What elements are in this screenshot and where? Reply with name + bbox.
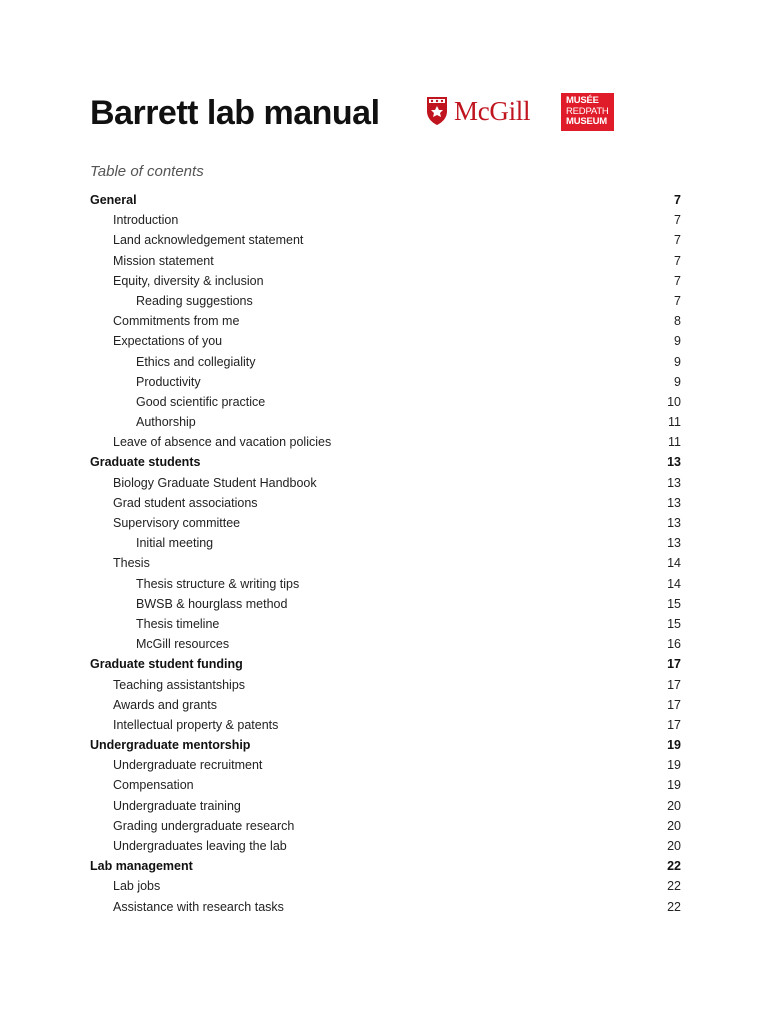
toc-entry[interactable] — [90, 799, 681, 819]
toc-entry-page-number: 7 — [674, 233, 681, 248]
toc-entry-label: Expectations of you — [113, 334, 223, 349]
toc-entry-label: Commitments from me — [113, 314, 240, 329]
toc-entry-page-number: 13 — [667, 475, 681, 490]
toc-entry-page-number: 20 — [667, 818, 681, 833]
toc-entry-page-number: 17 — [667, 677, 681, 692]
toc-entry-page-number: 22 — [667, 899, 681, 914]
toc-entry[interactable] — [90, 395, 681, 415]
toc-entry-label: Biology Graduate Student Handbook — [113, 475, 317, 490]
toc-entry-label: McGill resources — [136, 637, 230, 652]
toc-entry-label: Equity, diversity & inclusion — [113, 273, 264, 288]
toc-entry-page-number: 17 — [667, 697, 681, 712]
toc-entry-page-number: 11 — [668, 435, 681, 450]
mcgill-crest-icon — [426, 96, 448, 126]
toc-entry[interactable] — [90, 678, 681, 698]
toc-entry-label: Graduate students — [90, 455, 201, 470]
toc-entry[interactable] — [90, 617, 681, 637]
toc-entry[interactable] — [90, 819, 681, 839]
toc-entry-page-number: 20 — [667, 839, 681, 853]
toc-entry-label: Teaching assistantships — [113, 677, 246, 692]
toc-entry-label: Thesis structure & writing tips — [136, 576, 300, 591]
toc-entry-label: Productivity — [136, 374, 201, 389]
toc-entry-page-number: 22 — [667, 859, 681, 874]
toc-entry-label: Introduction — [113, 213, 179, 228]
toc-entry[interactable] — [90, 375, 681, 395]
toc-entry-page-number: 11 — [668, 415, 681, 430]
toc-entry[interactable] — [90, 637, 681, 657]
toc-entry[interactable] — [90, 718, 681, 738]
mcgill-wordmark: McGill — [454, 95, 531, 126]
redpath-museum-logo — [561, 93, 614, 131]
toc-entry-page-number: 9 — [674, 334, 681, 349]
toc-entry[interactable] — [90, 900, 681, 920]
toc-entry-label: Intellectual property & patents — [113, 717, 279, 732]
toc-entry[interactable] — [90, 496, 681, 516]
toc-entry-label: Assistance with research tasks — [113, 899, 284, 914]
museum-logo-line: MUSEUM — [566, 116, 608, 127]
toc-entry[interactable] — [90, 698, 681, 718]
toc-entry-label: General — [90, 193, 137, 207]
toc-section[interactable] — [90, 738, 681, 758]
toc-entry-page-number: 22 — [667, 879, 681, 894]
page-title: Barrett lab manual — [90, 94, 380, 132]
toc-entry[interactable] — [90, 577, 681, 597]
toc-entry[interactable] — [90, 476, 681, 496]
toc-entry-label: Thesis — [113, 556, 150, 571]
toc-entry[interactable] — [90, 758, 681, 778]
toc-entry-label: Initial meeting — [136, 536, 214, 551]
toc-entry-label: Undergraduate recruitment — [113, 758, 263, 773]
toc-entry-label: Leave of absence and vacation policies — [113, 435, 332, 450]
toc-section[interactable] — [90, 657, 681, 677]
toc-entry-label: Thesis timeline — [136, 616, 220, 631]
toc-entry-label: Lab jobs — [113, 879, 161, 894]
table-of-contents — [90, 193, 681, 920]
toc-entry-label: Undergraduate training — [113, 798, 241, 813]
museum-logo-line: REDPATH — [566, 105, 609, 117]
toc-entry[interactable] — [90, 415, 681, 435]
toc-entry-page-number: 8 — [674, 314, 681, 329]
toc-entry-label: Undergraduates leaving the lab — [113, 839, 287, 853]
toc-entry-label: Good scientific practice — [136, 394, 266, 409]
toc-entry-label: Grading undergraduate research — [113, 818, 295, 833]
toc-entry-page-number: 19 — [667, 778, 681, 793]
toc-entry-page-number: 19 — [667, 758, 681, 773]
toc-entry-label: Grad student associations — [113, 495, 258, 510]
toc-entry-page-number: 7 — [674, 293, 681, 308]
toc-entry-page-number: 7 — [674, 213, 681, 228]
toc-entry-page-number: 16 — [667, 637, 681, 652]
toc-entry-page-number: 7 — [674, 273, 681, 288]
toc-entry[interactable] — [90, 334, 681, 354]
toc-entry[interactable] — [90, 213, 681, 233]
toc-entry-page-number: 20 — [667, 798, 681, 813]
toc-entry[interactable] — [90, 556, 681, 576]
museum-logo-line: MUSÉE — [566, 95, 599, 106]
toc-entry-label: Land acknowledgement statement — [113, 233, 304, 248]
toc-entry-page-number: 15 — [667, 616, 681, 631]
toc-entry[interactable] — [90, 314, 681, 334]
toc-entry-page-number: 17 — [667, 657, 681, 672]
toc-entry[interactable] — [90, 274, 681, 294]
toc-entry-page-number: 13 — [667, 536, 681, 551]
toc-entry-page-number: 14 — [667, 576, 681, 591]
toc-entry[interactable] — [90, 879, 681, 899]
toc-heading: Table of contents — [90, 163, 204, 180]
toc-entry[interactable] — [90, 254, 681, 274]
toc-entry-page-number: 17 — [667, 717, 681, 732]
toc-entry[interactable] — [90, 536, 681, 556]
toc-entry-page-number: 9 — [674, 354, 681, 369]
toc-entry-page-number: 14 — [667, 556, 681, 571]
toc-entry-page-number: 7 — [674, 193, 681, 207]
toc-entry-page-number: 10 — [667, 394, 681, 409]
toc-entry-page-number: 19 — [667, 738, 681, 753]
toc-entry-page-number: 9 — [674, 374, 681, 389]
toc-entry-label: Ethics and collegiality — [136, 354, 256, 369]
toc-entry[interactable] — [90, 839, 681, 859]
toc-entry-page-number: 15 — [667, 596, 681, 611]
toc-entry[interactable] — [90, 597, 681, 617]
toc-entry-label: BWSB & hourglass method — [136, 596, 288, 611]
mcgill-logo — [426, 96, 530, 126]
toc-entry-page-number: 13 — [667, 516, 681, 530]
toc-entry-label: Authorship — [136, 415, 196, 430]
toc-section[interactable] — [90, 859, 681, 879]
toc-entry-label: Compensation — [113, 778, 194, 793]
toc-entry-label: Lab management — [90, 859, 193, 874]
toc-entry[interactable] — [90, 355, 681, 375]
toc-entry[interactable] — [90, 294, 681, 314]
toc-section[interactable] — [90, 455, 681, 475]
toc-entry[interactable] — [90, 778, 681, 798]
toc-entry-label: Undergraduate mentorship — [90, 738, 251, 753]
toc-entry-label: Graduate student funding — [90, 657, 243, 672]
toc-entry[interactable] — [90, 516, 681, 536]
toc-entry[interactable] — [90, 435, 681, 455]
toc-entry-label: Awards and grants — [113, 697, 217, 712]
toc-entry[interactable] — [90, 233, 681, 253]
toc-entry-page-number: 7 — [674, 253, 681, 268]
toc-entry-label: Supervisory committee — [113, 516, 241, 530]
toc-entry-page-number: 13 — [667, 455, 681, 470]
toc-entry-page-number: 13 — [667, 495, 681, 510]
toc-section[interactable] — [90, 193, 681, 213]
toc-entry-label: Mission statement — [113, 253, 214, 268]
toc-entry-label: Reading suggestions — [136, 293, 253, 308]
